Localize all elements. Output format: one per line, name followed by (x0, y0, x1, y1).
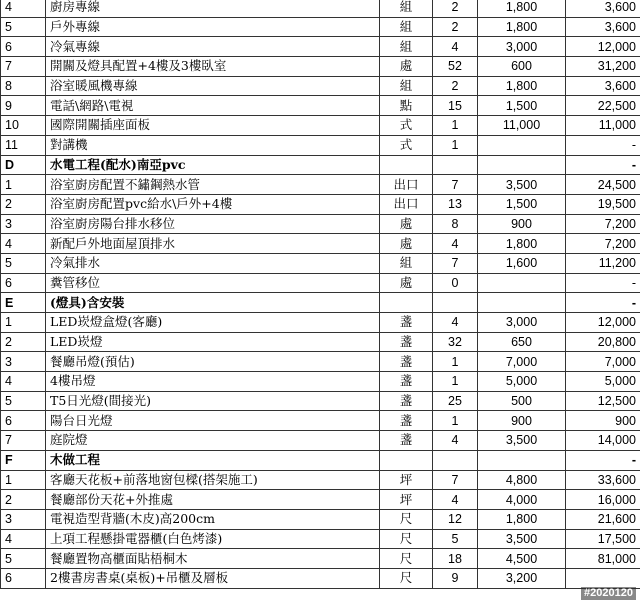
table-row (1, 411, 640, 431)
item-total: 22,500 (566, 96, 640, 116)
item-name: 冷氣專線 (46, 37, 380, 57)
table-row (1, 273, 640, 293)
item-number: 2 (1, 332, 46, 352)
item-total: 19,500 (566, 194, 640, 214)
table-row (1, 234, 640, 254)
item-unit: 處 (380, 234, 433, 254)
item-name: 陽台日光燈 (46, 411, 380, 431)
table-row (1, 568, 640, 588)
item-unit-price: 4,000 (478, 490, 566, 510)
item-number: F (1, 450, 46, 470)
item-total: - (566, 135, 640, 155)
item-unit-price: 1,500 (478, 194, 566, 214)
item-unit: 組 (380, 0, 433, 17)
item-number: 11 (1, 135, 46, 155)
item-quantity: 4 (433, 313, 478, 333)
item-quantity: 4 (433, 431, 478, 451)
item-number: 2 (1, 490, 46, 510)
item-unit: 坪 (380, 470, 433, 490)
item-total: 24,500 (566, 175, 640, 195)
item-quantity: 15 (433, 96, 478, 116)
item-unit-price (478, 450, 566, 470)
item-quantity (433, 450, 478, 470)
table-row (1, 175, 640, 195)
item-unit-price: 1,800 (478, 234, 566, 254)
item-quantity: 7 (433, 175, 478, 195)
item-quantity: 0 (433, 273, 478, 293)
item-unit: 盞 (380, 411, 433, 431)
item-total: - (566, 273, 640, 293)
item-number: 6 (1, 37, 46, 57)
item-name: 餐廳置物高櫃面貼梧桐木 (46, 549, 380, 569)
table-row (1, 194, 640, 214)
item-unit-price: 500 (478, 391, 566, 411)
item-unit-price: 4,500 (478, 549, 566, 569)
item-name: 浴室廚房配置pvc給水\戶外+4樓 (46, 194, 380, 214)
table-row (1, 0, 640, 17)
item-total: 3,600 (566, 17, 640, 37)
item-unit-price (478, 273, 566, 293)
item-name: LED崁燈 (46, 332, 380, 352)
item-name: 國際開關插座面板 (46, 116, 380, 136)
item-name: LED崁燈盒燈(客廳) (46, 313, 380, 333)
item-unit: 點 (380, 96, 433, 116)
item-name: 糞管移位 (46, 273, 380, 293)
item-total: 7,000 (566, 352, 640, 372)
table-row (1, 490, 640, 510)
item-unit-price: 4,800 (478, 470, 566, 490)
item-total: 33,600 (566, 470, 640, 490)
item-quantity (433, 155, 478, 175)
item-total: 14,000 (566, 431, 640, 451)
item-total: 31,200 (566, 57, 640, 77)
table-row (1, 116, 640, 136)
item-unit-price: 650 (478, 332, 566, 352)
item-name: 戶外專線 (46, 17, 380, 37)
item-number: 3 (1, 352, 46, 372)
item-name: 浴室暖風機專線 (46, 76, 380, 96)
item-number: 4 (1, 372, 46, 392)
item-unit-price: 7,000 (478, 352, 566, 372)
item-total: 20,800 (566, 332, 640, 352)
item-unit: 出口 (380, 194, 433, 214)
item-unit: 盞 (380, 313, 433, 333)
item-unit: 組 (380, 253, 433, 273)
item-total: 11,000 (566, 116, 640, 136)
item-name: 浴室廚房陽台排水移位 (46, 214, 380, 234)
item-quantity: 13 (433, 194, 478, 214)
item-total: 12,500 (566, 391, 640, 411)
item-number: 7 (1, 431, 46, 451)
table-row (1, 253, 640, 273)
item-unit-price: 3,000 (478, 37, 566, 57)
item-unit-price: 900 (478, 411, 566, 431)
section-title: 木做工程 (46, 450, 380, 470)
item-number: 5 (1, 17, 46, 37)
item-quantity: 1 (433, 116, 478, 136)
item-unit-price: 900 (478, 214, 566, 234)
item-unit: 尺 (380, 509, 433, 529)
item-unit: 處 (380, 57, 433, 77)
item-total (566, 568, 640, 588)
item-number: 3 (1, 214, 46, 234)
item-quantity: 1 (433, 352, 478, 372)
item-total: 11,200 (566, 253, 640, 273)
item-number: 4 (1, 0, 46, 17)
item-unit-price: 3,500 (478, 175, 566, 195)
item-unit: 處 (380, 273, 433, 293)
item-unit: 式 (380, 116, 433, 136)
item-quantity: 4 (433, 490, 478, 510)
item-name: 2樓書房書桌(桌板)+吊櫃及層板 (46, 568, 380, 588)
item-total: 7,200 (566, 214, 640, 234)
section-header-row (1, 293, 640, 313)
table-row (1, 352, 640, 372)
item-unit: 盞 (380, 352, 433, 372)
item-unit-price (478, 293, 566, 313)
table-row (1, 57, 640, 77)
item-quantity: 2 (433, 17, 478, 37)
item-unit-price (478, 155, 566, 175)
item-quantity: 4 (433, 37, 478, 57)
item-unit: 組 (380, 37, 433, 57)
section-title: (燈具)含安裝 (46, 293, 380, 313)
item-name: 對講機 (46, 135, 380, 155)
item-total: - (566, 450, 640, 470)
item-unit-price: 3,500 (478, 431, 566, 451)
item-number: E (1, 293, 46, 313)
item-unit-price: 3,500 (478, 529, 566, 549)
item-unit (380, 293, 433, 313)
item-unit-price: 3,200 (478, 568, 566, 588)
item-quantity: 7 (433, 470, 478, 490)
item-total: 81,000 (566, 549, 640, 569)
table-row (1, 529, 640, 549)
item-total: 16,000 (566, 490, 640, 510)
item-quantity: 1 (433, 135, 478, 155)
table-row (1, 391, 640, 411)
item-name: 浴室廚房配置不鏽鋼熱水管 (46, 175, 380, 195)
item-unit: 組 (380, 17, 433, 37)
item-number: 4 (1, 234, 46, 254)
item-number: 2 (1, 194, 46, 214)
item-total: - (566, 293, 640, 313)
item-quantity: 7 (433, 253, 478, 273)
item-name: 廚房專線 (46, 0, 380, 17)
item-name: T5日光燈(間接光) (46, 391, 380, 411)
item-total: 3,600 (566, 76, 640, 96)
item-unit (380, 155, 433, 175)
item-total: 5,000 (566, 372, 640, 392)
item-quantity: 18 (433, 549, 478, 569)
table-row (1, 313, 640, 333)
item-unit: 組 (380, 76, 433, 96)
item-quantity: 1 (433, 372, 478, 392)
item-quantity: 32 (433, 332, 478, 352)
item-unit-price: 5,000 (478, 372, 566, 392)
item-unit: 式 (380, 135, 433, 155)
item-number: 9 (1, 96, 46, 116)
item-quantity: 12 (433, 509, 478, 529)
item-number: 7 (1, 57, 46, 77)
item-number: 1 (1, 313, 46, 333)
item-total: 7,200 (566, 234, 640, 254)
section-header-row (1, 450, 640, 470)
item-unit-price: 1,800 (478, 17, 566, 37)
table-row (1, 96, 640, 116)
item-unit-price: 11,000 (478, 116, 566, 136)
item-name: 開關及燈具配置+4樓及3樓臥室 (46, 57, 380, 77)
item-unit: 尺 (380, 549, 433, 569)
item-unit: 出口 (380, 175, 433, 195)
item-unit (380, 450, 433, 470)
item-quantity: 52 (433, 57, 478, 77)
table-row (1, 332, 640, 352)
item-name: 電視造型背牆(木皮)高200cm (46, 509, 380, 529)
item-quantity: 25 (433, 391, 478, 411)
item-name: 冷氣排水 (46, 253, 380, 273)
table-row (1, 470, 640, 490)
item-total: 900 (566, 411, 640, 431)
item-quantity: 4 (433, 234, 478, 254)
table-row (1, 509, 640, 529)
item-number: 6 (1, 411, 46, 431)
item-number: 5 (1, 391, 46, 411)
item-quantity: 1 (433, 411, 478, 431)
item-unit-price: 3,000 (478, 313, 566, 333)
table-row (1, 372, 640, 392)
item-number: 10 (1, 116, 46, 136)
item-number: 1 (1, 175, 46, 195)
item-number: 5 (1, 549, 46, 569)
item-total: 12,000 (566, 313, 640, 333)
section-title: 水電工程(配水)南亞pvc (46, 155, 380, 175)
item-total: 21,600 (566, 509, 640, 529)
item-unit: 盞 (380, 391, 433, 411)
item-total: 17,500 (566, 529, 640, 549)
table-row (1, 76, 640, 96)
item-quantity (433, 293, 478, 313)
table-row (1, 549, 640, 569)
item-name: 電話\網路\電視 (46, 96, 380, 116)
item-name: 4樓吊燈 (46, 372, 380, 392)
item-unit: 尺 (380, 568, 433, 588)
item-name: 餐廳部份天花+外推處 (46, 490, 380, 510)
watermark-stamp: #2020120 (581, 587, 636, 600)
item-quantity: 2 (433, 0, 478, 17)
item-unit-price: 1,800 (478, 76, 566, 96)
item-unit-price (478, 135, 566, 155)
item-quantity: 5 (433, 529, 478, 549)
item-unit-price: 600 (478, 57, 566, 77)
item-unit-price: 1,600 (478, 253, 566, 273)
item-total: 12,000 (566, 37, 640, 57)
item-name: 上項工程懸掛電器櫃(白色烤漆) (46, 529, 380, 549)
table-row (1, 214, 640, 234)
item-name: 客廳天花板+前落地窗包樑(搭架施工) (46, 470, 380, 490)
item-quantity: 9 (433, 568, 478, 588)
item-number: 6 (1, 568, 46, 588)
item-number: 3 (1, 509, 46, 529)
item-name: 新配戶外地面屋頂排水 (46, 234, 380, 254)
item-unit: 盞 (380, 372, 433, 392)
section-header-row (1, 155, 640, 175)
item-total: 3,600 (566, 0, 640, 17)
item-unit-price: 1,500 (478, 96, 566, 116)
table-row (1, 37, 640, 57)
item-number: 5 (1, 253, 46, 273)
item-unit: 盞 (380, 332, 433, 352)
item-quantity: 8 (433, 214, 478, 234)
item-unit: 坪 (380, 490, 433, 510)
item-quantity: 2 (433, 76, 478, 96)
item-unit: 盞 (380, 431, 433, 451)
item-name: 餐廳吊燈(預估) (46, 352, 380, 372)
item-total: - (566, 155, 640, 175)
item-number: 8 (1, 76, 46, 96)
table-row (1, 431, 640, 451)
item-unit-price: 1,800 (478, 0, 566, 17)
item-unit-price: 1,800 (478, 509, 566, 529)
item-name: 庭院燈 (46, 431, 380, 451)
item-unit: 處 (380, 214, 433, 234)
item-number: 4 (1, 529, 46, 549)
table-row (1, 135, 640, 155)
item-unit: 尺 (380, 529, 433, 549)
table-row (1, 17, 640, 37)
item-number: D (1, 155, 46, 175)
item-number: 6 (1, 273, 46, 293)
item-number: 1 (1, 470, 46, 490)
